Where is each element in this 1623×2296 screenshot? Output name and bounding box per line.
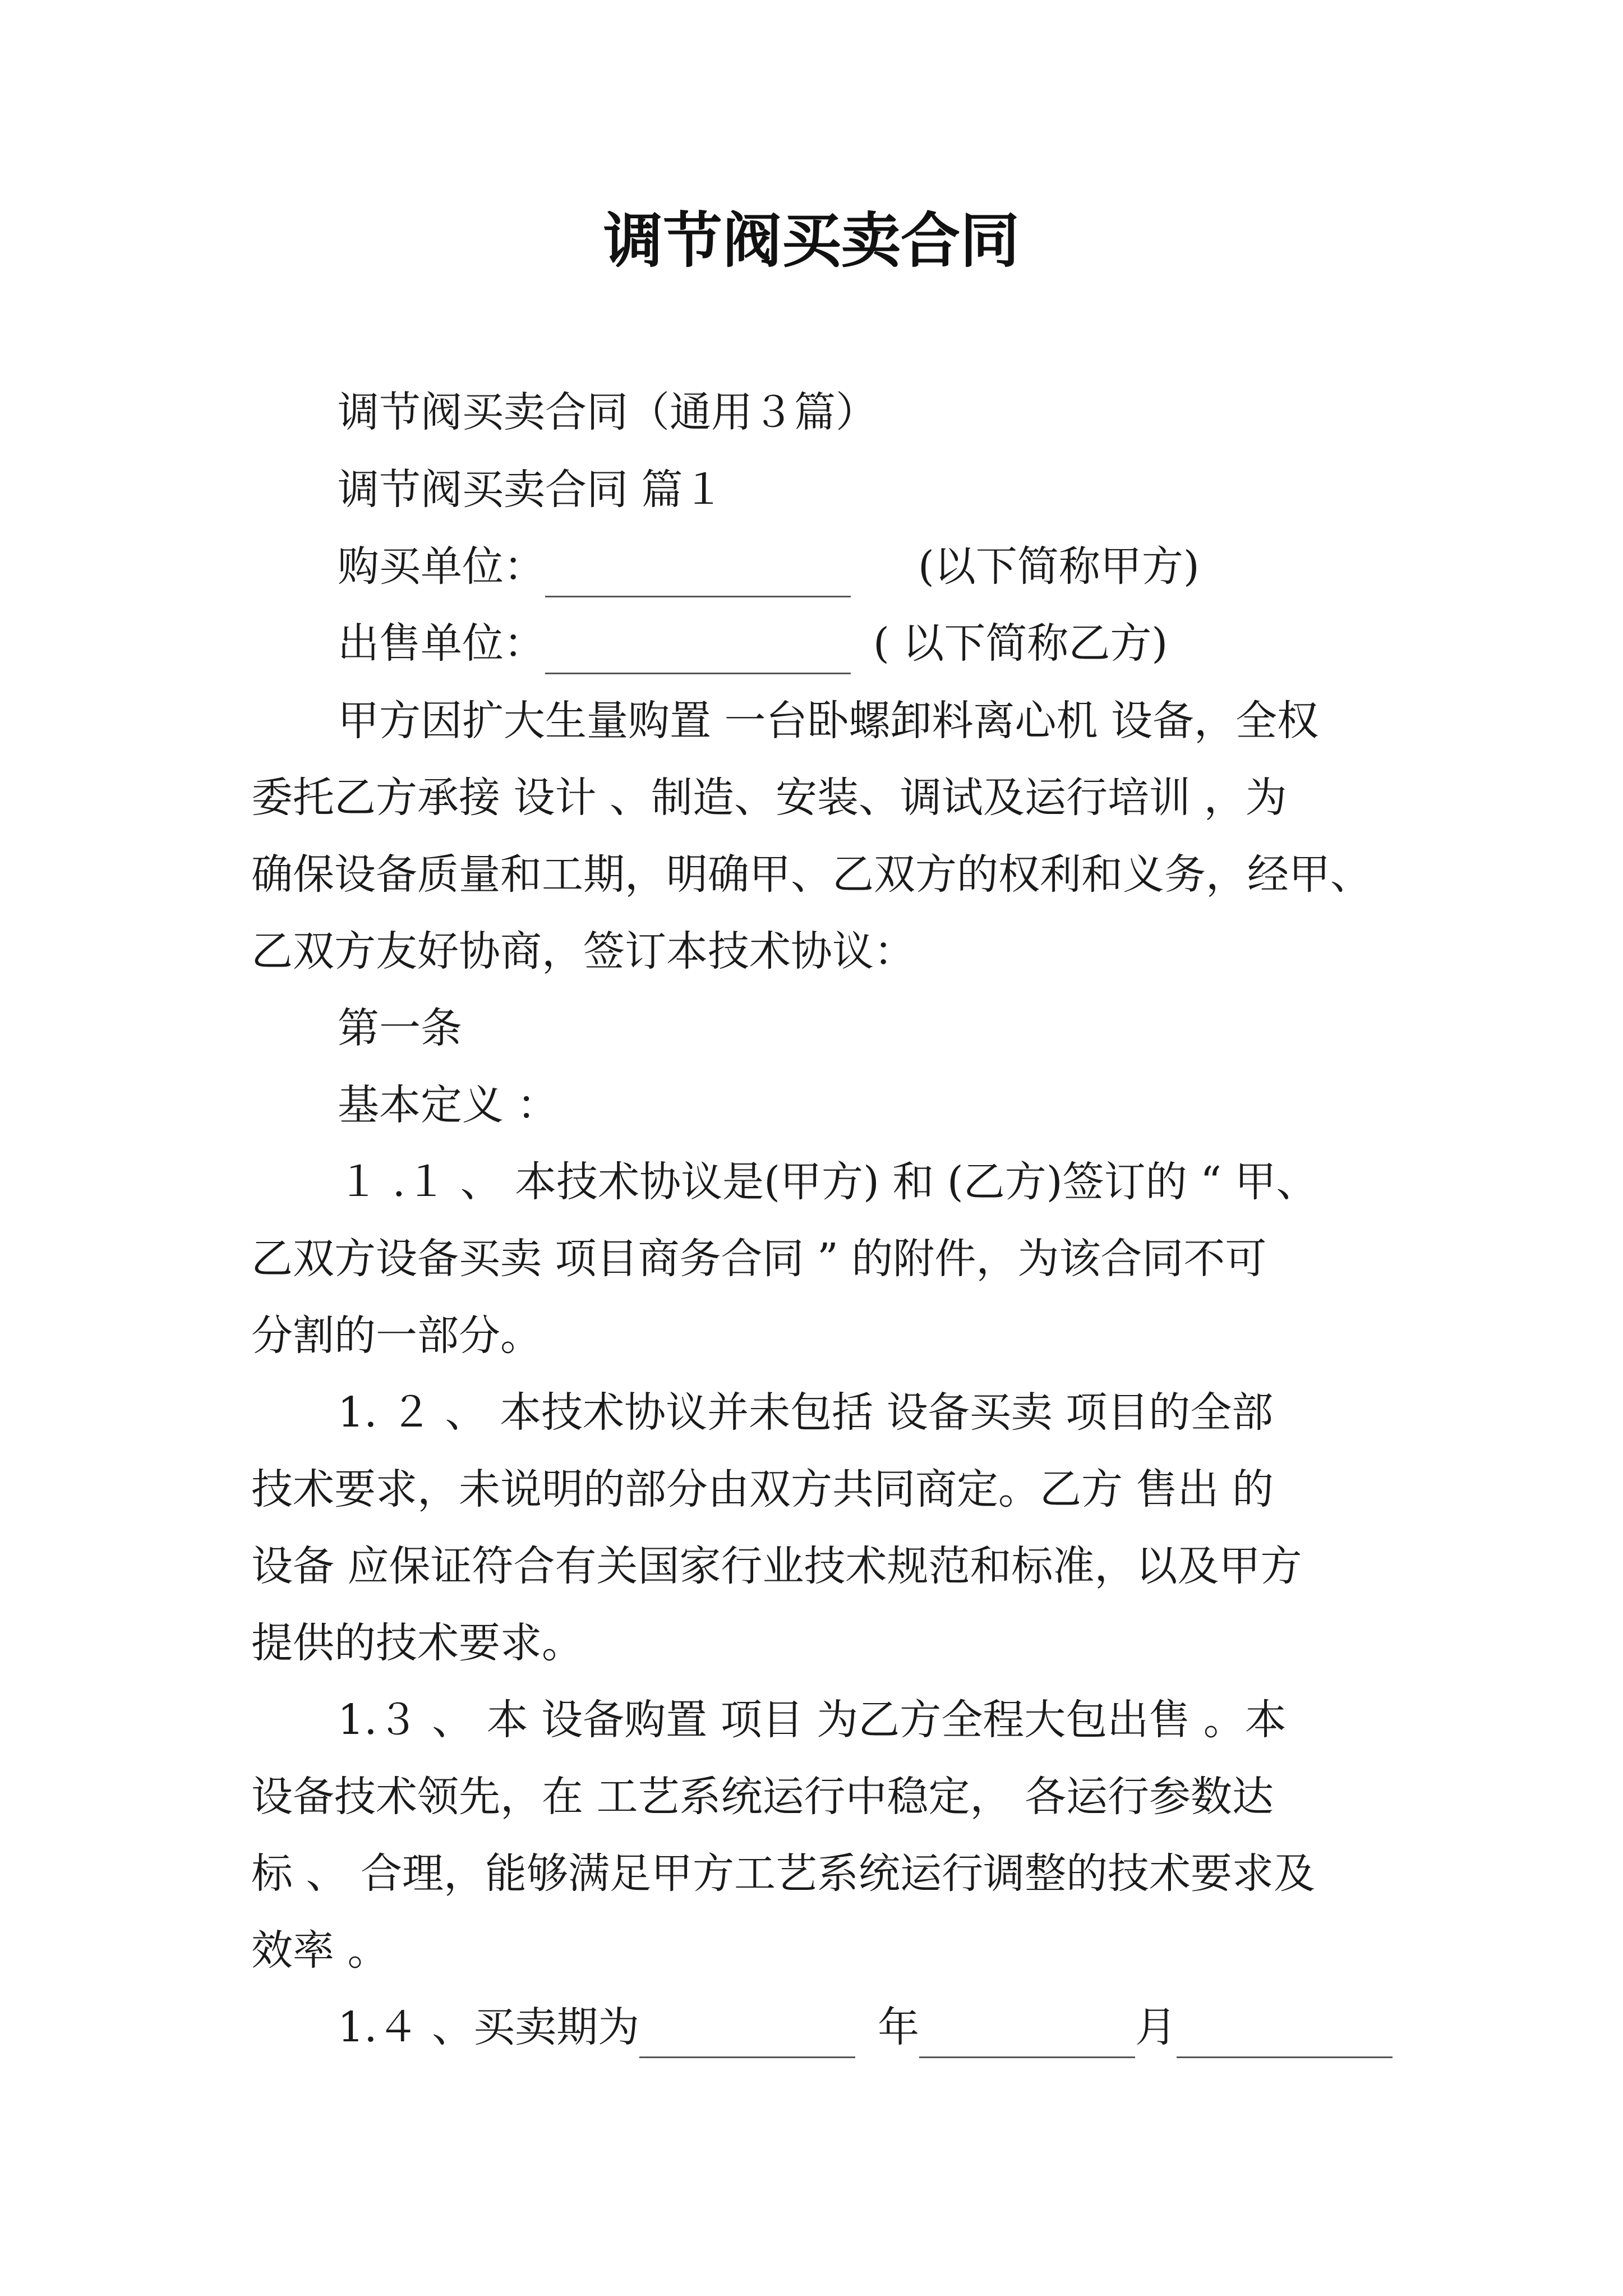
intro-line: 乙双方友好协商，签订本技术协议： xyxy=(251,927,915,976)
clause-line: 分割的一部分。 xyxy=(251,1312,542,1360)
month-blank xyxy=(919,2003,1135,2058)
seller-blank xyxy=(545,619,851,674)
clause-line: 1.３ 、 本 设备购置 项目 为乙方全程大包出售 。本 xyxy=(338,1696,1287,1744)
month-label: 月 xyxy=(1135,2003,1177,2051)
year-blank xyxy=(639,2003,855,2058)
article-heading: 第一条 xyxy=(338,1004,462,1052)
clause-line: 设备 应保证符合有关国家行业技术规范和标准，以及甲方 xyxy=(251,1542,1302,1590)
clause-line: 提供的技术要求。 xyxy=(251,1619,583,1667)
clause-1-4-line xyxy=(338,1996,1378,2058)
intro-line: 甲方因扩大生量购置 一台卧螺卸料离心机 设备，全权 xyxy=(338,697,1319,745)
definitions-heading: 基本定义 ： xyxy=(338,1081,559,1129)
clause-line: 技术要求，未说明的部分由双方共同商定。乙方 售出 的 xyxy=(251,1465,1274,1513)
clause-line: １ .１ 、 本技术协议是(甲方) 和 (乙方)签订的 “ 甲、 xyxy=(338,1158,1318,1206)
year-label: 年 xyxy=(878,2003,920,2051)
seller-label: 出售单位： xyxy=(338,619,545,668)
clause-line: 标 、 合理，能够满足甲方工艺系统运行调整的技术要求及 xyxy=(251,1849,1316,1898)
buyer-line xyxy=(338,536,1378,597)
clause-line: 效率 。 xyxy=(251,1926,389,1975)
subtitle: 调节阀买卖合同（通用３篇） xyxy=(338,388,877,436)
buyer-blank xyxy=(545,542,851,597)
buyer-label: 购买单位： xyxy=(338,542,545,591)
intro-line: 确保设备质量和工期，明确甲、乙双方的权利和义务，经甲、 xyxy=(251,850,1372,899)
seller-note: ( 以下简称乙方) xyxy=(873,619,1168,668)
buyer-note: (以下简称甲方) xyxy=(918,542,1200,591)
clause-line: 乙双方设备买卖 项目商务合同 ” 的附件，为该合同不可 xyxy=(251,1235,1267,1283)
clause-line: 设备技术领先，在 工艺系统运行中稳定， 各运行参数达 xyxy=(251,1773,1274,1821)
section-heading: 调节阀买卖合同 篇１ xyxy=(338,466,725,514)
seller-line xyxy=(338,613,1378,674)
day-blank xyxy=(1177,2003,1393,2058)
clause-line: 1. ２ 、 本技术协议并未包括 设备买卖 项目的全部 xyxy=(338,1388,1274,1437)
intro-line: 委托乙方承接 设计 、制造、安装、调试及运行培训 ，为 xyxy=(251,774,1287,822)
document-title: 调节阀买卖合同 xyxy=(603,206,1020,275)
clause-1-4-prefix: 1.４ 、买卖期为 xyxy=(338,2003,640,2051)
